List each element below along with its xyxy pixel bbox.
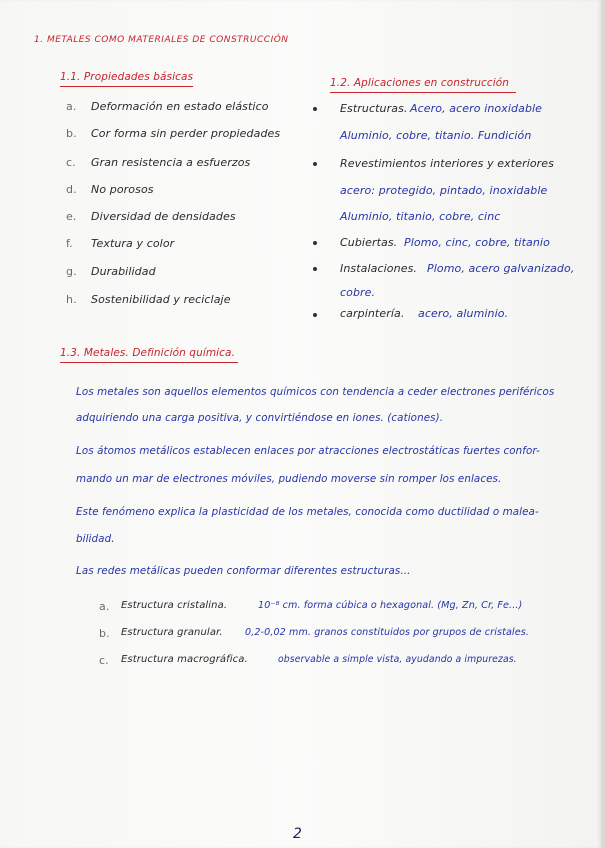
list-marker: e. — [66, 210, 77, 223]
property-item: Sostenibilidad y reciclaje — [91, 293, 231, 306]
application-label: Instalaciones. — [340, 262, 417, 275]
paragraph-line: Los metales son aquellos elementos químicos con tendencia a ceder electrones periféricos — [76, 386, 555, 398]
list-marker: g. — [66, 265, 77, 278]
application-label: Estructuras. — [340, 102, 408, 115]
bullet-dot — [313, 313, 317, 317]
paragraph-line: Este fenómeno explica la plasticidad de los metales, conocida como ductilidad o malea- — [76, 506, 539, 518]
section-1-2-heading: 1.2. Aplicaciones en construcción — [330, 77, 510, 89]
page-number: 2 — [293, 826, 302, 842]
property-item: Durabilidad — [91, 265, 156, 278]
bullet-dot — [313, 267, 317, 271]
property-item: Textura y color — [91, 237, 175, 250]
structure-detail: observable a simple vista, ayudando a impurezas. — [278, 654, 517, 665]
structure-label: Estructura cristalina. — [121, 600, 228, 611]
application-label: Cubiertas. — [340, 236, 398, 249]
application-detail: Plomo, cinc, cobre, titanio — [404, 236, 550, 249]
list-marker: h. — [66, 293, 77, 306]
application-detail: acero, aluminio. — [418, 307, 509, 320]
section-1-1-heading: 1.1. Propiedades básicas — [60, 71, 194, 83]
paragraph-line: Los átomos metálicos establecen enlaces por atracciones electrostáticas fuertes confor- — [76, 445, 540, 457]
paragraph-line: adquiriendo una carga positiva, y convirtiéndose en iones. (cationes). — [76, 412, 444, 424]
structure-label: Estructura macrográfica. — [121, 654, 248, 665]
section-1-1-underline — [60, 86, 193, 87]
section-1-3-underline — [60, 362, 238, 363]
document-title: 1. METALES COMO MATERIALES DE CONSTRUCCIÓN — [34, 35, 289, 45]
property-item: Diversidad de densidades — [91, 210, 236, 223]
paragraph-line: Las redes metálicas pueden conformar diferentes estructuras... — [76, 565, 411, 577]
list-marker: b. — [66, 127, 77, 140]
list-marker: a. — [66, 100, 77, 113]
structure-detail: 0,2-0,02 mm. granos constituidos por grupos de cristales. — [245, 627, 529, 638]
section-1-3-heading: 1.3. Metales. Definición química. — [60, 347, 236, 359]
list-marker: c. — [66, 156, 76, 169]
bullet-dot — [313, 241, 317, 245]
structure-detail: 10⁻⁸ cm. forma cúbica o hexagonal. (Mg, Zn, Cr, Fe...) — [258, 600, 523, 611]
section-1-2-underline — [330, 92, 516, 93]
list-marker: b. — [99, 627, 110, 640]
property-item: Cor forma sin perder propiedades — [91, 127, 281, 140]
list-marker: c. — [99, 654, 109, 667]
list-marker: a. — [99, 600, 110, 613]
property-item: Gran resistencia a esfuerzos — [91, 156, 251, 169]
list-marker: f. — [66, 237, 73, 250]
bullet-dot — [313, 162, 317, 166]
property-item: Deformación en estado elástico — [91, 100, 269, 113]
list-marker: d. — [66, 183, 77, 196]
application-detail: acero: protegido, pintado, inoxidable — [340, 184, 548, 197]
application-detail: cobre. — [340, 286, 376, 299]
application-detail: Acero, acero inoxidable — [410, 102, 543, 115]
property-item: No porosos — [91, 183, 154, 196]
application-label: carpintería. — [340, 307, 405, 320]
application-detail: Aluminio, cobre, titanio. Fundición — [340, 129, 532, 142]
paragraph-line: bilidad. — [76, 533, 115, 545]
bullet-dot — [313, 107, 317, 111]
structure-label: Estructura granular. — [121, 627, 223, 638]
application-label: Revestimientos interiores y exteriores — [340, 157, 554, 170]
application-detail: Plomo, acero galvanizado, — [427, 262, 575, 275]
application-detail: Aluminio, titanio, cobre, cinc — [340, 210, 501, 223]
paragraph-line: mando un mar de electrones móviles, pudiendo moverse sin romper los enlaces. — [76, 473, 502, 485]
